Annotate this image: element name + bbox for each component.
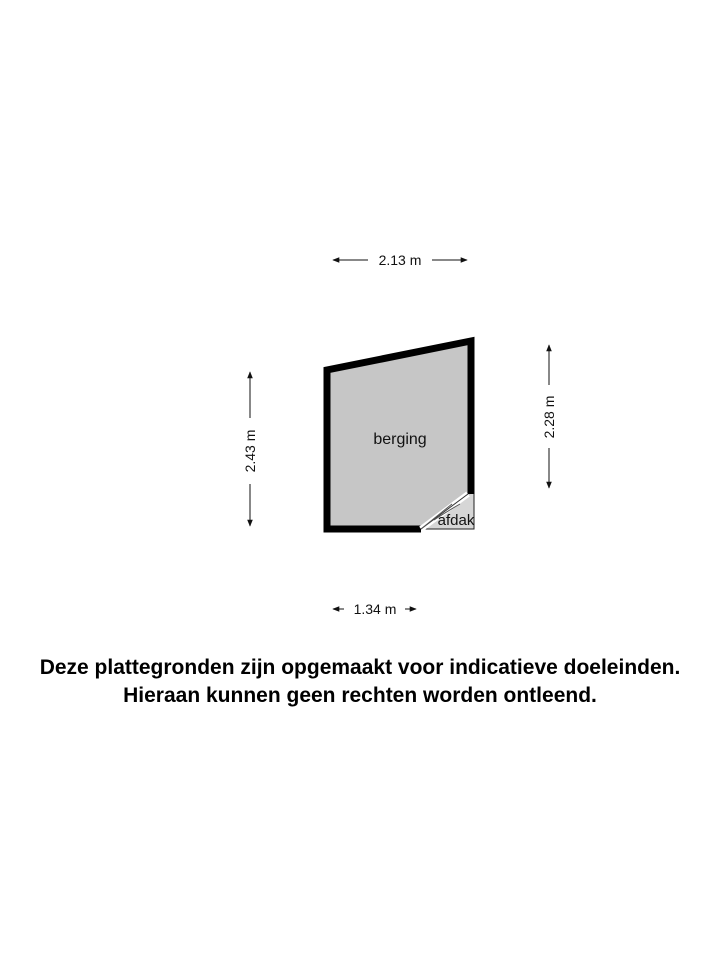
dimension-top-label: 2.13 m <box>378 252 422 268</box>
dimension-bottom-label: 1.34 m <box>353 601 397 617</box>
disclaimer-line-2: Hieraan kunnen geen rechten worden ontleend. <box>123 684 597 707</box>
room-label-berging: berging <box>373 431 427 448</box>
disclaimer-line-1: Deze plattegronden zijn opgemaakt voor indicatieve doeleinden. <box>39 656 681 679</box>
dimension-right-label: 2.28 m <box>541 395 557 439</box>
dimension-left-label: 2.43 m <box>242 429 258 473</box>
room-label-afdak: afdak <box>437 512 475 529</box>
